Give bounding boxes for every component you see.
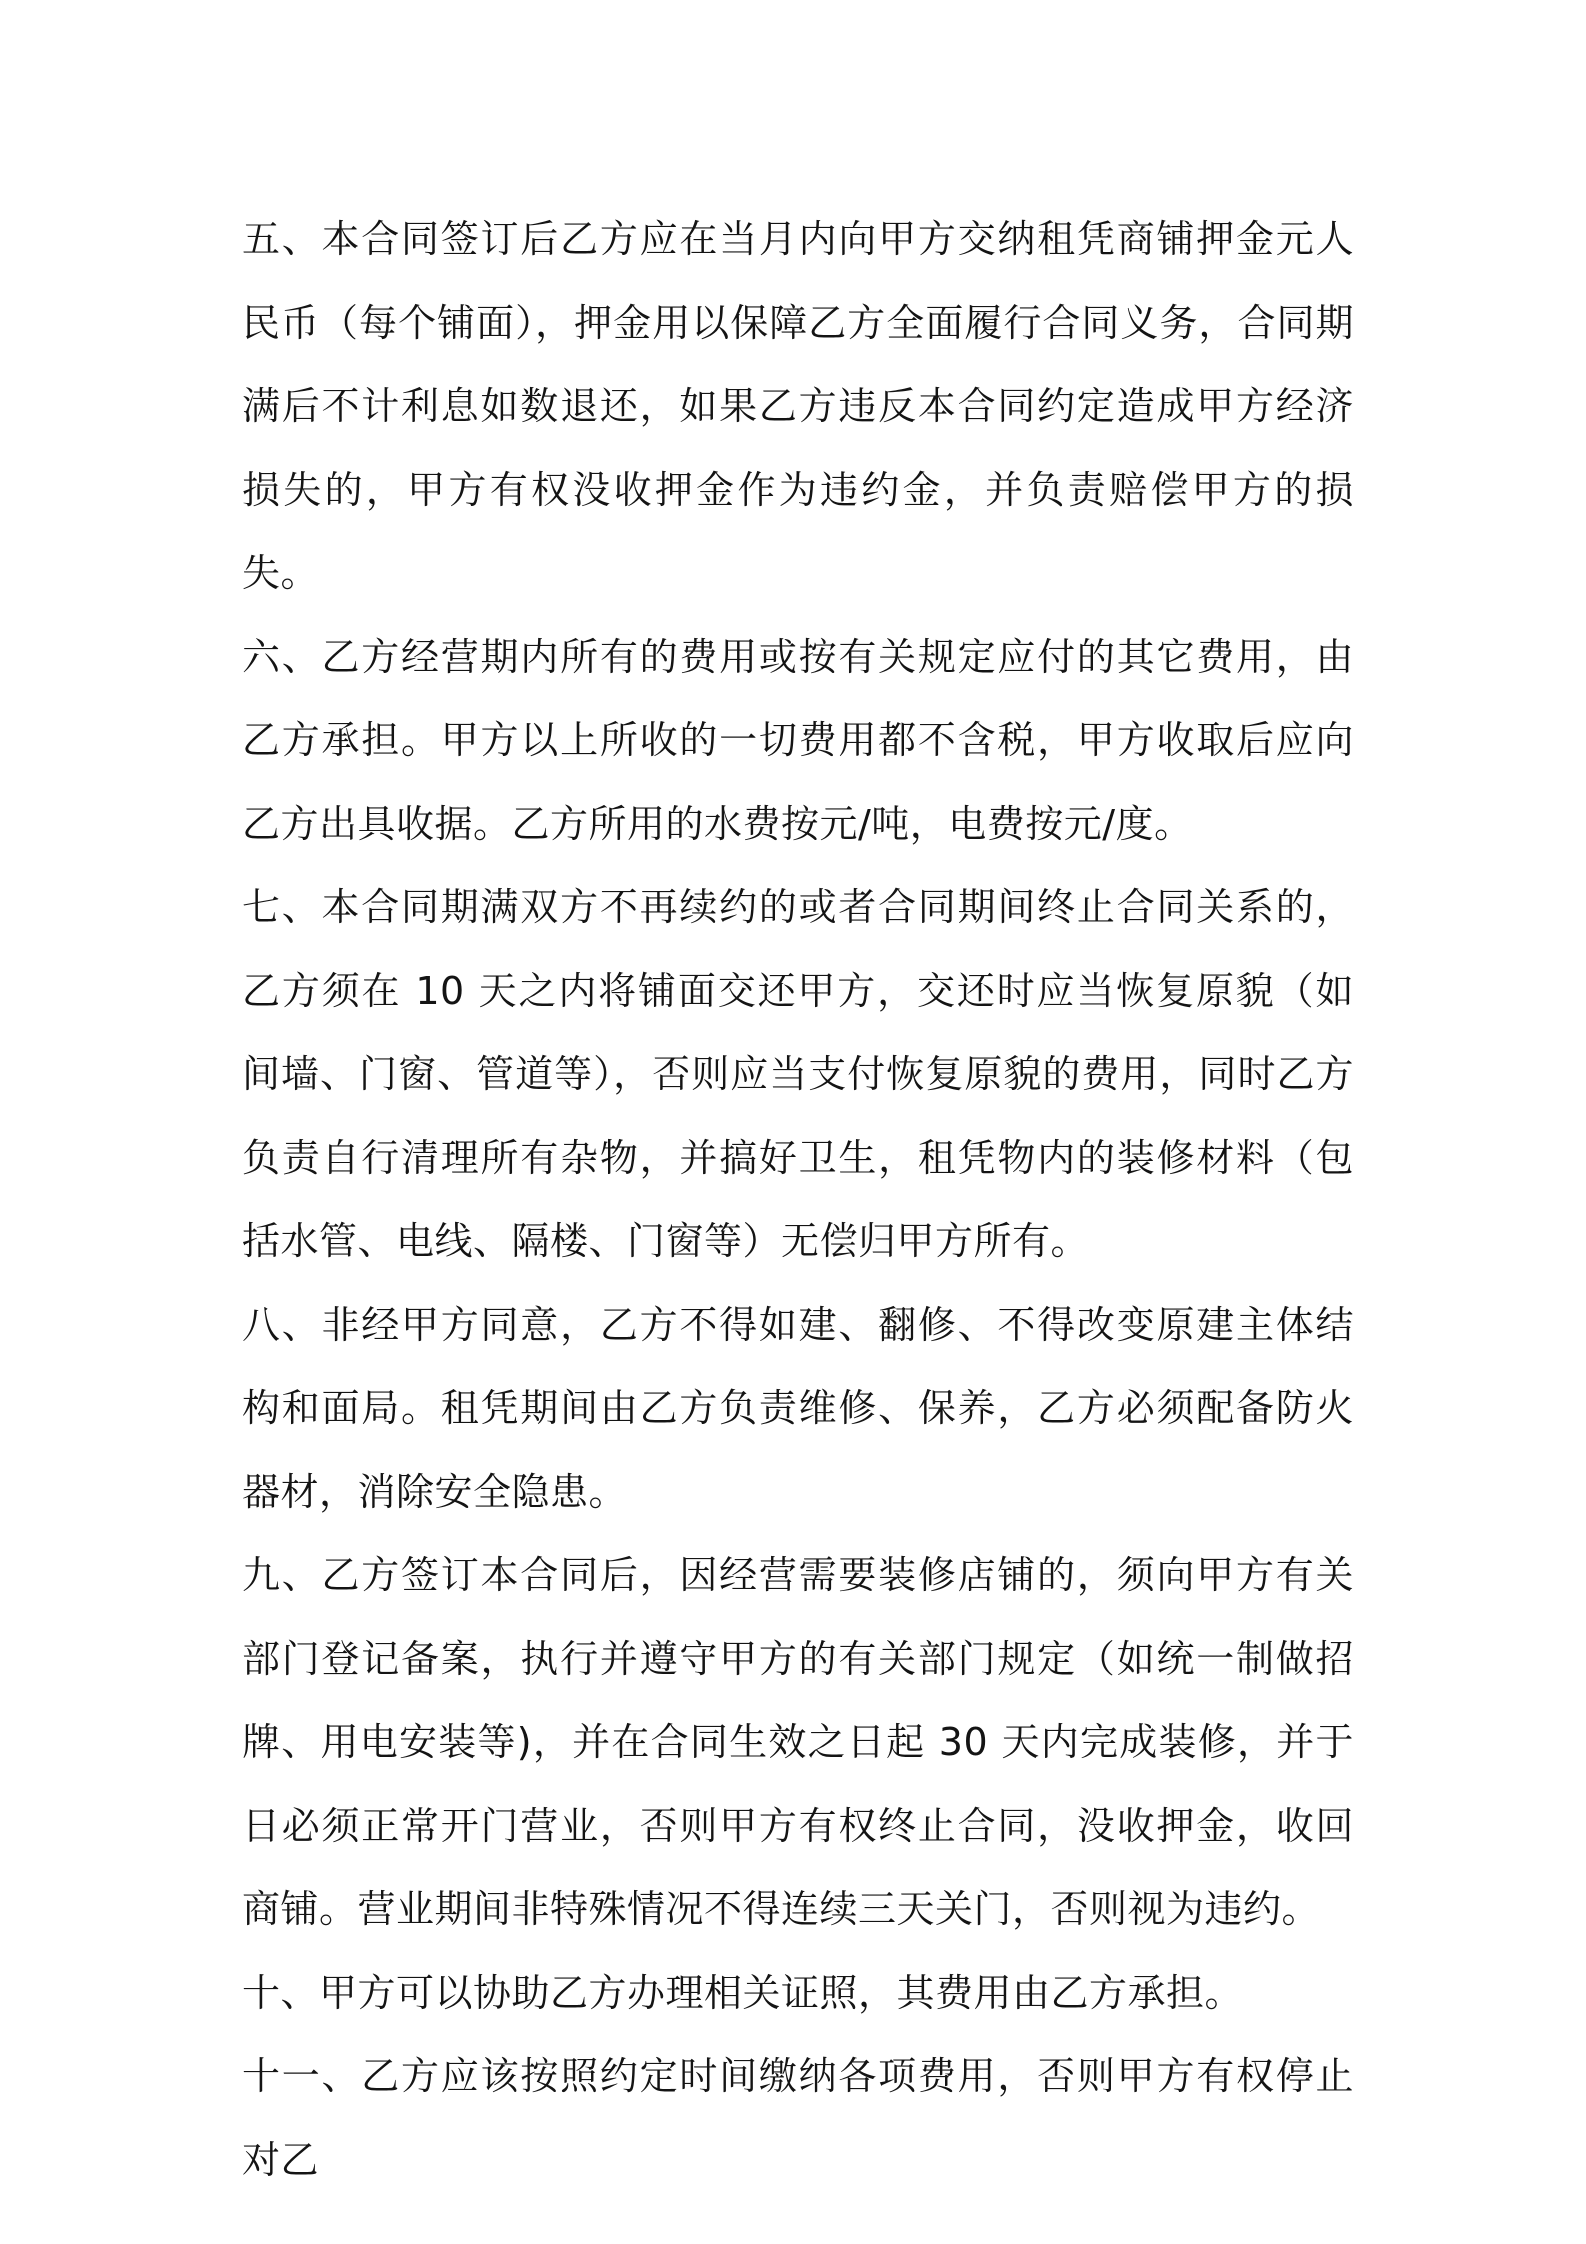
clause-10: 十、甲方可以协助乙方办理相关证照，其费用由乙方承担。 xyxy=(242,1970,1244,2015)
clause-6: 六、乙方经营期内所有的费用或按有关规定应付的其它费用，由乙方承担。甲方以上所收的一切费用都不含税，甲方收取后应向乙方出具收据。乙方所用的水费按元/吨，电费按元/度。 xyxy=(242,634,1354,846)
clause-5: 五、本合同签订后乙方应在当月内向甲方交纳租凭商铺押金元人民币（每个铺面），押金用以保障乙方全面履行合同义务，合同期满后不计利息如数退还，如果乙方违反本合同约定造成甲方经济损失的，甲方有权没收押金作为违约金，并负责赔偿甲方的损失。 xyxy=(242,217,1354,595)
clause-7: 七、本合同期满双方不再续约的或者合同期间终止合同关系的，乙方须在 10 天之内将铺面交还甲方，交还时应当恢复原貌（如间墙、门窗、管道等），否则应当支付恢复原貌的费用，同时乙方负责自行清理所有杂物，并搞好卫生，租凭物内的装修材料（包括水管、电线、隔楼、门窗等）无偿归甲方所有。 xyxy=(242,885,1354,1263)
clause-11: 十一、乙方应该按照约定时间缴纳各项费用，否则甲方有权停止对乙 xyxy=(242,2054,1354,2182)
clause-8: 八、非经甲方同意，乙方不得如建、翻修、不得改变原建主体结构和面局。租凭期间由乙方负责维修、保养，乙方必须配备防火器材，消除安全隐患。 xyxy=(242,1302,1354,1514)
document-body xyxy=(242,198,1354,2202)
clause-9: 九、乙方签订本合同后，因经营需要装修店铺的，须向甲方有关部门登记备案，执行并遵守甲方的有关部门规定（如统一制做招牌、用电安装等)，并在合同生效之日起 30 天内完成装修，并于日必须正常开门营业，否则甲方有权终止合同，没收押金，收回商铺。营业期间非特殊情况不得连续三天关门，否则视为违约。 xyxy=(242,1553,1354,1931)
